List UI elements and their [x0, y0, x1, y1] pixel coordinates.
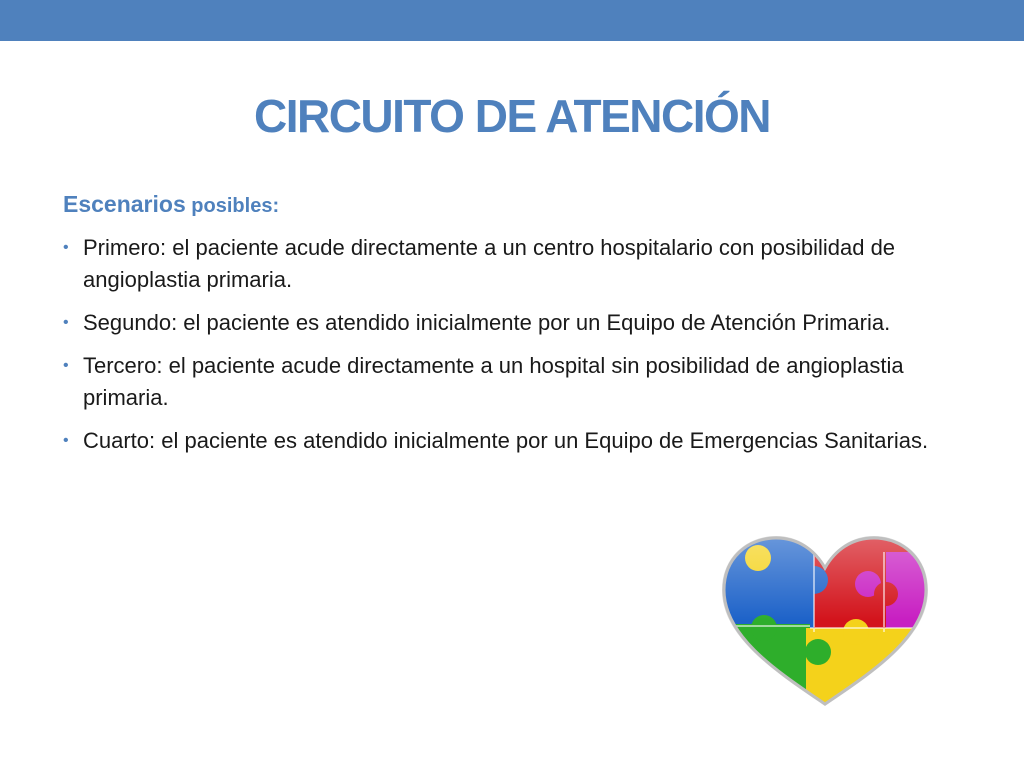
- puzzle-heart-icon: [718, 532, 932, 708]
- subheading-word-2: posibles:: [185, 195, 280, 217]
- bullet-item: [63, 425, 963, 457]
- bullet-list: [63, 232, 963, 457]
- bullet-text: Segundo: el paciente es atendido inicialmente por un Equipo de Atención Primaria.: [83, 310, 891, 335]
- top-accent-bar: [0, 0, 1024, 41]
- bullet-icon: •: [63, 239, 69, 256]
- bullet-text: Tercero: el paciente acude directamente a un hospital sin posibilidad de angioplastia primaria.: [83, 353, 904, 410]
- slide-title: CIRCUITO DE ATENCIÓN: [253, 90, 771, 142]
- subheading: [63, 186, 963, 226]
- bullet-text: Primero: el paciente acude directamente a un centro hospitalario con posibilidad de angioplastia primaria.: [83, 235, 896, 292]
- bullet-icon: •: [63, 432, 69, 449]
- bullet-item: [63, 350, 963, 414]
- bullet-icon: •: [63, 357, 69, 374]
- bullet-icon: •: [63, 314, 69, 331]
- bullet-text: Cuarto: el paciente es atendido inicialmente por un Equipo de Emergencias Sanitarias.: [83, 428, 929, 453]
- subheading-word-1: Escenarios: [63, 191, 186, 217]
- slide-content: [63, 186, 963, 468]
- bullet-item: [63, 307, 963, 339]
- bullet-item: [63, 232, 963, 296]
